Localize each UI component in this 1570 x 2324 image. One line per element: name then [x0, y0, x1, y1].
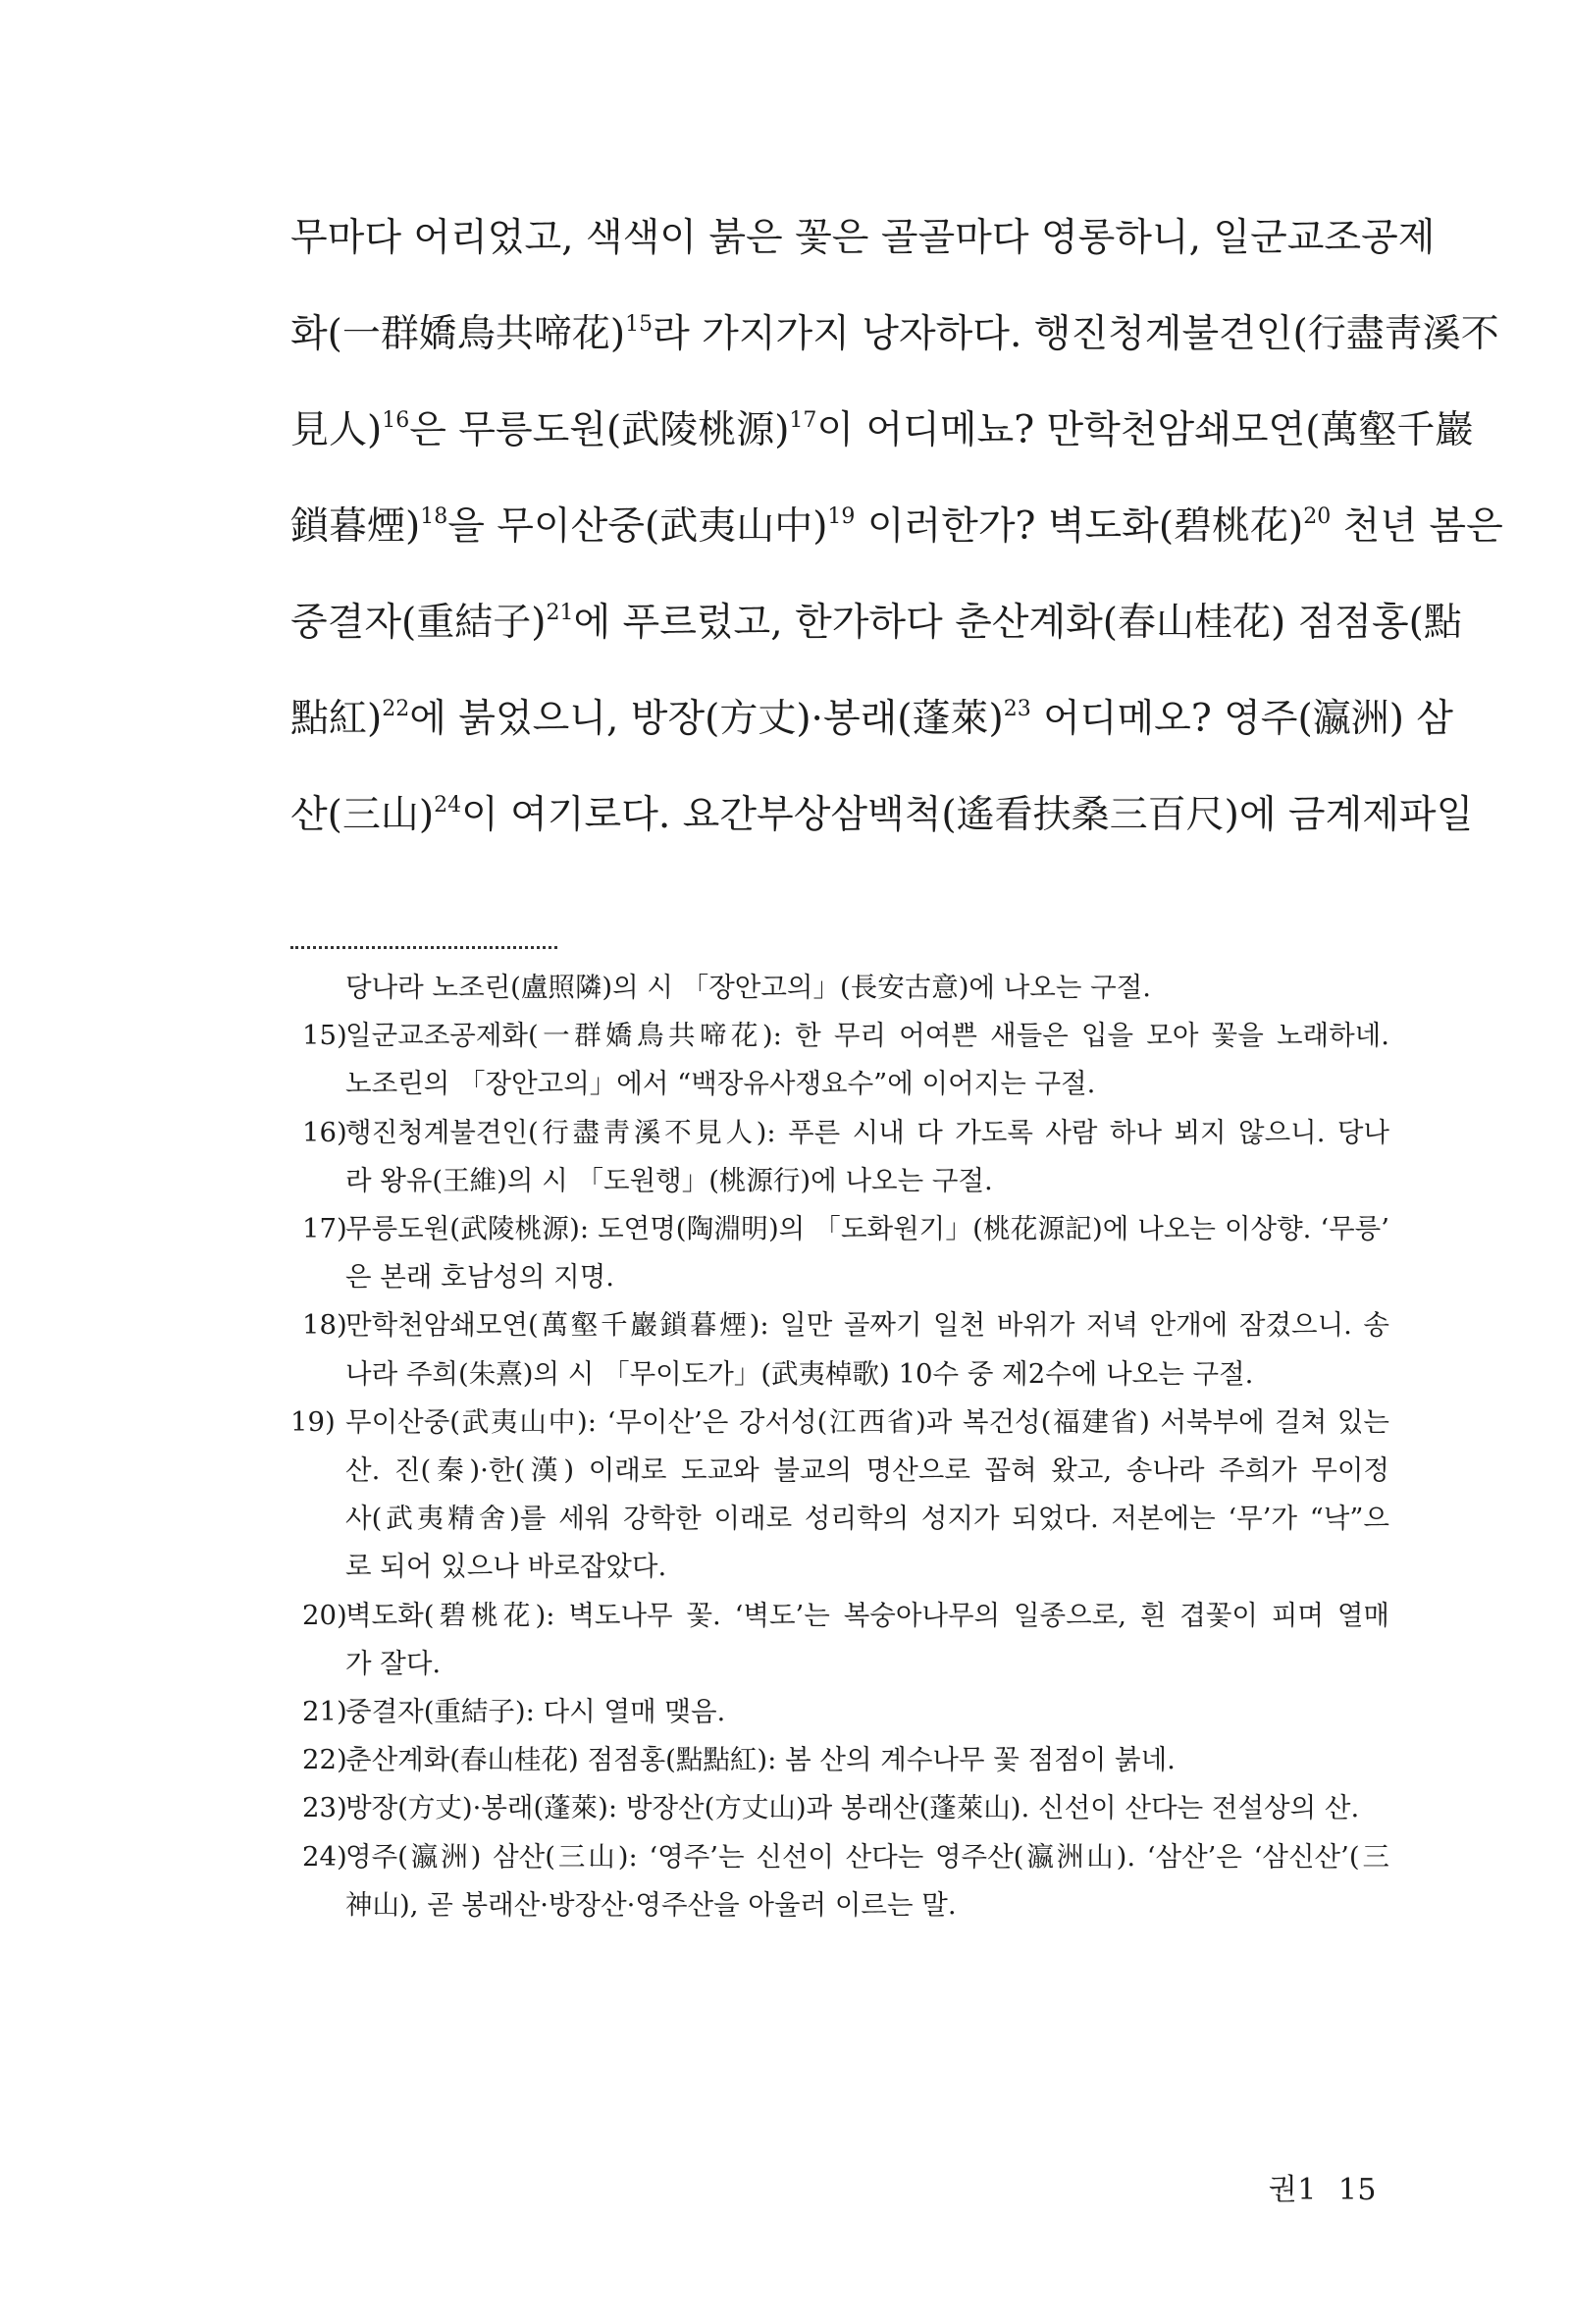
footnote-number: 21): [302, 1696, 347, 1728]
footnote-line: 나라 주희(朱熹)의 시 「무이도가」(武夷棹歌) 10수 중 제2수에 나오는 구절.: [345, 1357, 1254, 1390]
footnote-line: 방장(方丈)·봉래(蓬萊): 방장산(方丈山)과 봉래산(蓬萊山). 신선이 산다는 전설상의 산.: [345, 1792, 1360, 1824]
body-text-segment: 이러한가? 벽도화(碧桃花): [855, 504, 1304, 549]
footnote-marker: 23: [1003, 697, 1031, 721]
footnote-number: 19): [290, 1405, 336, 1438]
footnote-number: 20): [302, 1599, 347, 1631]
footnote: [290, 1736, 1389, 1784]
footnote-line: 로 되어 있으나 바로잡았다.: [345, 1551, 667, 1583]
footnote-line: 일군교조공제화(一群嬌鳥共啼花): 한 무리 어여쁜 새들은 입을 모아 꽃을 노래하네.: [345, 1020, 1389, 1052]
body-line: [290, 479, 1503, 575]
footnote-number: 22): [302, 1744, 347, 1776]
page-number: 15: [1337, 2173, 1377, 2207]
body-text-segment: 화(一群嬌鳥共啼花): [290, 312, 626, 356]
body-line: [290, 287, 1499, 383]
footnote-marker: 20: [1303, 504, 1332, 529]
footnote-line: 노조린의 「장안고의」에서 “백장유사쟁요수”에 이어지는 구절.: [345, 1068, 1096, 1100]
body-line: [290, 383, 1474, 479]
footnote-divider: [290, 946, 557, 949]
body-text-segment: 천년 봄은: [1331, 504, 1503, 549]
body-text-segment: 이 어디메뇨? 만학천암쇄모연(萬壑千巖: [816, 408, 1474, 452]
footnote-line: 벽도화(碧桃花): 벽도나무 꽃. ‘벽도’는 복숭아나무의 일종으로, 흰 겹꽃이 피며 열매: [345, 1599, 1389, 1631]
footnote-line: 사(武夷精舍)를 세워 강학한 이래로 성리학의 성지가 되었다. 저본에는 ‘무’가 “낙”으: [345, 1503, 1389, 1535]
footnote-line: 행진청계불견인(行盡靑溪不見人): 푸른 시내 다 가도록 사람 하나 뵈지 않으니. 당나: [345, 1116, 1389, 1148]
footnote-line: 라 왕유(王維)의 시 「도원행」(桃源行)에 나오는 구절.: [345, 1164, 993, 1196]
footnote-marker: 15: [625, 312, 654, 337]
footnote-line: 은 본래 호남성의 지명.: [345, 1261, 615, 1294]
body-text-segment: 이 여기로다. 요간부상삼백척(遙看扶桑三百尺)에 금계제파일: [461, 793, 1474, 837]
footnote: [290, 1833, 1389, 1929]
body-text-segment: 에 붉었으니, 방장(方丈)·봉래(蓬萊): [409, 697, 1004, 741]
footnote-marker: 24: [434, 793, 462, 818]
footnote-line: 산. 진(秦)·한(漢) 이래로 도교와 불교의 명산으로 꼽혀 왔고, 송나라 주희가 무이정: [345, 1454, 1389, 1487]
footnote-line: 神山), 곧 봉래산·방장산·영주산을 아울러 이르는 말.: [345, 1888, 957, 1921]
body-text-segment: 산(三山): [290, 793, 435, 837]
body-text-segment: 을 무이산중(武夷山中): [447, 504, 828, 549]
footnote-line: 무이산중(武夷山中): ‘무이산’은 강서성(江西省)과 복건성(福建省) 서북부에 걸쳐 있는: [345, 1405, 1389, 1438]
footnote: [290, 1301, 1389, 1398]
footnote-list: [290, 964, 1389, 1929]
body-text-segment: 點紅): [290, 697, 383, 741]
footnote-line: 춘산계화(春山桂花) 점점홍(點點紅): 봄 산의 계수나무 꽃 점점이 붉네.: [345, 1744, 1176, 1776]
body-line: [290, 190, 1436, 287]
body-line: [290, 575, 1462, 671]
footnote-line: 중결자(重結子): 다시 열매 맺음.: [345, 1696, 726, 1728]
body-text-segment: 은 무릉도원(武陵桃源): [409, 408, 790, 452]
footnote: [290, 1012, 1389, 1108]
body-line: [290, 767, 1474, 864]
body-line: [290, 671, 1453, 767]
footnote: [290, 1688, 1389, 1736]
footnote-marker: 21: [546, 601, 574, 625]
footnote-number: 15): [302, 1020, 347, 1052]
footnote-line: 당나라 노조린(盧照隣)의 시 「장안고의」(長安古意)에 나오는 구절.: [345, 972, 1152, 1003]
footnote-marker: 17: [789, 408, 817, 433]
footnote-marker: 18: [420, 504, 448, 529]
volume-label: 권1: [1268, 2173, 1317, 2207]
footnote-number: 17): [302, 1213, 347, 1245]
body-text-segment: 에 푸르렀고, 한가하다 춘산계화(春山桂花) 점점홍(點: [573, 601, 1462, 645]
footnote-number: 23): [302, 1792, 347, 1824]
footnote-line: 가 잘다.: [345, 1647, 442, 1679]
footnote-marker: 16: [382, 408, 410, 433]
body-text-segment: 무마다 어리었고, 색색이 붉은 꽃은 골골마다 영롱하니, 일군교조공제: [290, 216, 1436, 260]
footnote: [290, 1109, 1389, 1205]
body-text-segment: 어디메오? 영주(瀛洲) 삼: [1030, 697, 1453, 741]
footnote: [290, 1592, 1389, 1688]
body-text-segment: 鎖暮煙): [290, 504, 421, 549]
footnote: [290, 1205, 1389, 1301]
body-text-segment: 라 가지가지 낭자하다. 행진청계불견인(行盡靑溪不: [653, 312, 1499, 356]
body-text-segment: 見人): [290, 408, 383, 452]
footnote: [290, 964, 1389, 1012]
footnote-line: 만학천암쇄모연(萬壑千巖鎖暮煙): 일만 골짜기 일천 바위가 저녁 안개에 잠겼으니. 송: [345, 1309, 1389, 1342]
footnote-line: 영주(瀛洲) 삼산(三山): ‘영주’는 신선이 산다는 영주산(瀛洲山). ‘삼산’은 ‘삼신산’(三: [345, 1840, 1389, 1873]
main-text: [290, 190, 1503, 864]
footnote: [290, 1784, 1389, 1832]
footnote-number: 24): [302, 1840, 347, 1873]
footnote-number: 16): [302, 1116, 347, 1148]
body-text-segment: 중결자(重結子): [290, 601, 547, 645]
footnote-number: 18): [302, 1309, 347, 1342]
page-footer: [1269, 2165, 1377, 2208]
footnote-marker: 22: [382, 697, 410, 721]
footnote: [290, 1399, 1389, 1592]
footnote-marker: 19: [827, 504, 856, 529]
footnote-line: 무릉도원(武陵桃源): 도연명(陶淵明)의 「도화원기」(桃花源記)에 나오는 이상향. ‘무릉’: [345, 1213, 1389, 1245]
